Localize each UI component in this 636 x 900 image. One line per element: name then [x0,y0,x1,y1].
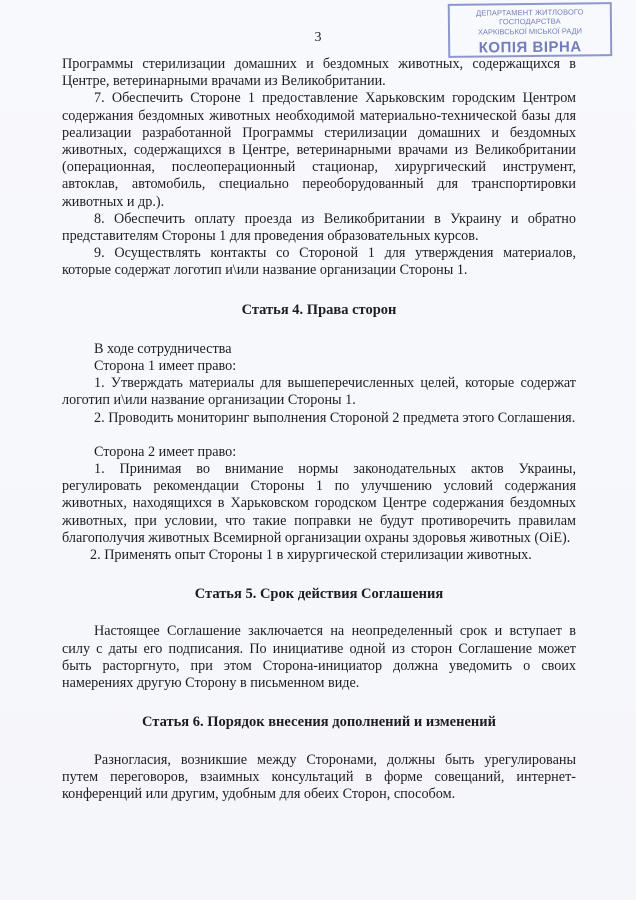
stamp-line-department: ДЕПАРТАМЕНТ ЖИТЛОВОГО ГОСПОДАРСТВА [476,7,584,27]
party-2-right-2: 2. Применять опыт Стороны 1 в хирургической стерилизации животных. [90,547,532,564]
article-6-heading: Статья 6. Порядок внесения дополнений и изменений [142,714,496,731]
paragraph-continuation: Программы стерилизации домашних и бездомных животных, содержащихся в Центре, ветеринарными врачами из Великобритании. [62,56,576,90]
certified-copy-stamp [448,2,613,58]
stamp-line-certified: КОПІЯ ВІРНА [478,38,582,57]
article-6-text: Разногласия, возникшие между Сторонами, должны быть урегулированы путем переговоров, взаимных консультаций в форме совещаний, интернет-конференций или другим, удобным для обеих Сторон, способом. [62,751,576,802]
article-5-heading: Статья 5. Срок действия Соглашения [194,586,444,603]
party-1-rights-title: Сторона 1 имеет право: [94,358,237,375]
article-5-text: Настоящее Соглашение заключается на неопределенный срок и вступает в силу с даты его подписания. По инициативе одной из сторон Соглашение может быть расторгнуто, при этом Сторона-инициатор должна уведомить о своих намерениях другую Сторону в письменном виде. [62,623,576,692]
paragraph-item-7: 7. Обеспечить Стороне 1 предоставление Харьковским городским Центром содержания бездомных животных необходимой материально-технической базы для реализации разработанной Программы стерилизации домашних и бездомных животных, содержащихся в Центре, ветеринарными врачами из Великобритании (операционная, послеоперационный стационар, хирургический инструмент, автоклав, автомобиль, специально переоборудованный для транспортировки животных и др.). [62,90,576,210]
party-2-rights-title: Сторона 2 имеет право: [94,443,237,460]
paragraph-item-8: 8. Обеспечить оплату проезда из Великобритании в Украину и обратно представителям Стороны 1 для проведения образовательных курсов. [62,210,576,245]
article-4-heading: Статья 4. Права сторон [241,301,397,318]
paragraph-item-9: 9. Осуществлять контакты со Стороной 1 для утверждения материалов, которые содержат логотип и\или название организации Стороны 1. [62,245,576,279]
article-4-intro: В ходе сотрудничества [94,340,232,357]
party-1-right-1: 1. Утверждать материалы для вышеперечисленных целей, которые содержат логотип и\или название организации Стороны 1. [62,375,576,409]
stamp-line-council: ХАРКІВСЬКОЇ МІСЬКОЇ РАДИ [477,26,583,37]
page-number: 3 [314,30,322,45]
party-2-right-1: 1. Принимая во внимание нормы законодательных актов Украины, регулировать рекомендации Стороны 1 по улучшению условий содержания животных, находящихся в Харьковском городском Центре содержания бездомных животных, при условии, что такие поправки не будут противоречить правилам благополучия животных Всемирной организации охраны здоровья животных (OiE). [62,461,576,546]
party-1-right-2: 2. Проводить мониторинг выполнения Стороной 2 предмета этого Соглашения. [94,409,576,426]
document-body [62,56,576,803]
